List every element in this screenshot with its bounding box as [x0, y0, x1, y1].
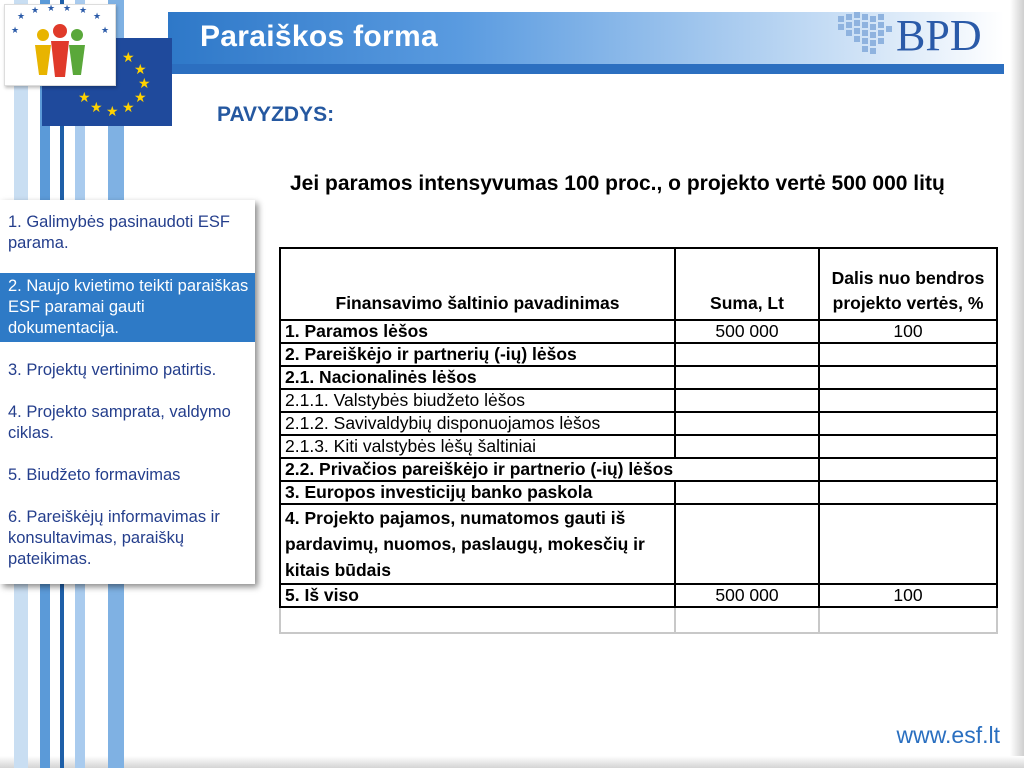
sidebar-item-6[interactable]: 6. Pareiškėjų informavimas ir konsultavimas, paraiškų pateikimas. [8, 508, 220, 568]
table-row [280, 343, 997, 366]
esf-logo [4, 4, 116, 86]
row-name: 3. Europos investicijų banko paskola [280, 481, 675, 504]
table-row [280, 366, 997, 389]
bpd-logo [832, 6, 1002, 60]
header-share: Dalis nuo bendros projekto vertės, % [819, 248, 997, 320]
svg-text:★: ★ [134, 90, 147, 106]
row-share [819, 458, 997, 481]
svg-text:★: ★ [122, 100, 135, 116]
row-name: 4. Projekto pajamos, numatomos gauti iš pardavimų, nuomos, paslaugų, mokesčių ir kitais būdais [280, 504, 675, 584]
table-row-empty [280, 607, 997, 633]
header-sum: Suma, Lt [675, 248, 819, 320]
row-sum [675, 435, 819, 458]
svg-text:★: ★ [31, 6, 40, 16]
row-share [819, 366, 997, 389]
financing-table [279, 247, 998, 634]
table-row [280, 481, 997, 504]
row-sum [675, 412, 819, 435]
sidebar-item-2-active[interactable]: 2. Naujo kvietimo teikti paraiškas ESF paramai gauti dokumentacija. [0, 273, 255, 342]
svg-text:★: ★ [138, 76, 151, 92]
empty-cell [819, 607, 997, 633]
title-bar-underline [168, 64, 1004, 74]
intro-text: Jei paramos intensyvumas 100 proc., o projekto vertė 500 000 litų [290, 172, 945, 195]
lithuania-map-icon [832, 6, 1002, 60]
row-sum: 500 000 [675, 320, 819, 343]
example-heading: PAVYZDYS: [217, 103, 335, 126]
bpd-logo-text: BPD [896, 11, 982, 60]
row-share [819, 412, 997, 435]
empty-cell [280, 607, 675, 633]
header-source: Finansavimo šaltinio pavadinimas [280, 248, 675, 320]
row-name: 1. Paramos lėšos [280, 320, 675, 343]
slide-title: Paraiškos forma [200, 20, 438, 53]
row-name: 2.1. Nacionalinės lėšos [280, 366, 675, 389]
table-row [280, 504, 997, 584]
row-name: 2.1.1. Valstybės biudžeto lėšos [280, 389, 675, 412]
people-logo-icon [5, 5, 115, 85]
row-name: 2.1.2. Savivaldybių disponuojamos lėšos [280, 412, 675, 435]
sidebar-item-3[interactable]: 3. Projektų vertinimo patirtis. [8, 361, 217, 379]
row-name: 2.2. Privačios pareiškėjo ir partnerio (-ių) lėšos [280, 458, 819, 481]
row-share [819, 435, 997, 458]
sidebar-item-1[interactable]: 1. Galimybės pasinaudoti ESF parama. [8, 213, 230, 252]
svg-text:★: ★ [122, 50, 135, 66]
sidebar-nav [0, 200, 255, 584]
table-row [280, 320, 997, 343]
row-share [819, 343, 997, 366]
row-sum [675, 366, 819, 389]
svg-text:★: ★ [101, 26, 110, 36]
table-row [280, 435, 997, 458]
row-share: 100 [819, 320, 997, 343]
row-share [819, 504, 997, 584]
svg-text:★: ★ [134, 62, 147, 78]
row-sum [675, 343, 819, 366]
svg-text:★: ★ [78, 90, 91, 106]
row-sum [675, 481, 819, 504]
row-sum [675, 504, 819, 584]
table-row [280, 412, 997, 435]
slide-shadow-right [1010, 0, 1024, 768]
row-share: 100 [819, 584, 997, 607]
svg-text:★: ★ [47, 5, 56, 14]
svg-text:★: ★ [79, 6, 88, 16]
svg-text:★: ★ [11, 26, 20, 36]
row-sum [675, 389, 819, 412]
row-sum: 500 000 [675, 584, 819, 607]
slide-shadow-bottom [0, 756, 1024, 768]
svg-text:★: ★ [106, 104, 119, 120]
row-name: 5. Iš viso [280, 584, 675, 607]
website-link[interactable]: www.esf.lt [896, 722, 1000, 748]
sidebar-item-4[interactable]: 4. Projekto samprata, valdymo ciklas. [8, 403, 231, 442]
row-share [819, 481, 997, 504]
table-header-row [280, 248, 997, 320]
table-row [280, 584, 997, 607]
svg-text:★: ★ [93, 12, 102, 22]
empty-cell [675, 607, 819, 633]
table-row [280, 458, 997, 481]
row-name: 2.1.3. Kiti valstybės lėšų šaltiniai [280, 435, 675, 458]
svg-text:★: ★ [90, 100, 103, 116]
table-row [280, 389, 997, 412]
row-name: 2. Pareiškėjo ir partnerių (-ių) lėšos [280, 343, 675, 366]
row-share [819, 389, 997, 412]
svg-text:★: ★ [63, 5, 72, 14]
sidebar-item-5[interactable]: 5. Biudžeto formavimas [8, 466, 181, 484]
svg-text:★: ★ [17, 12, 26, 22]
